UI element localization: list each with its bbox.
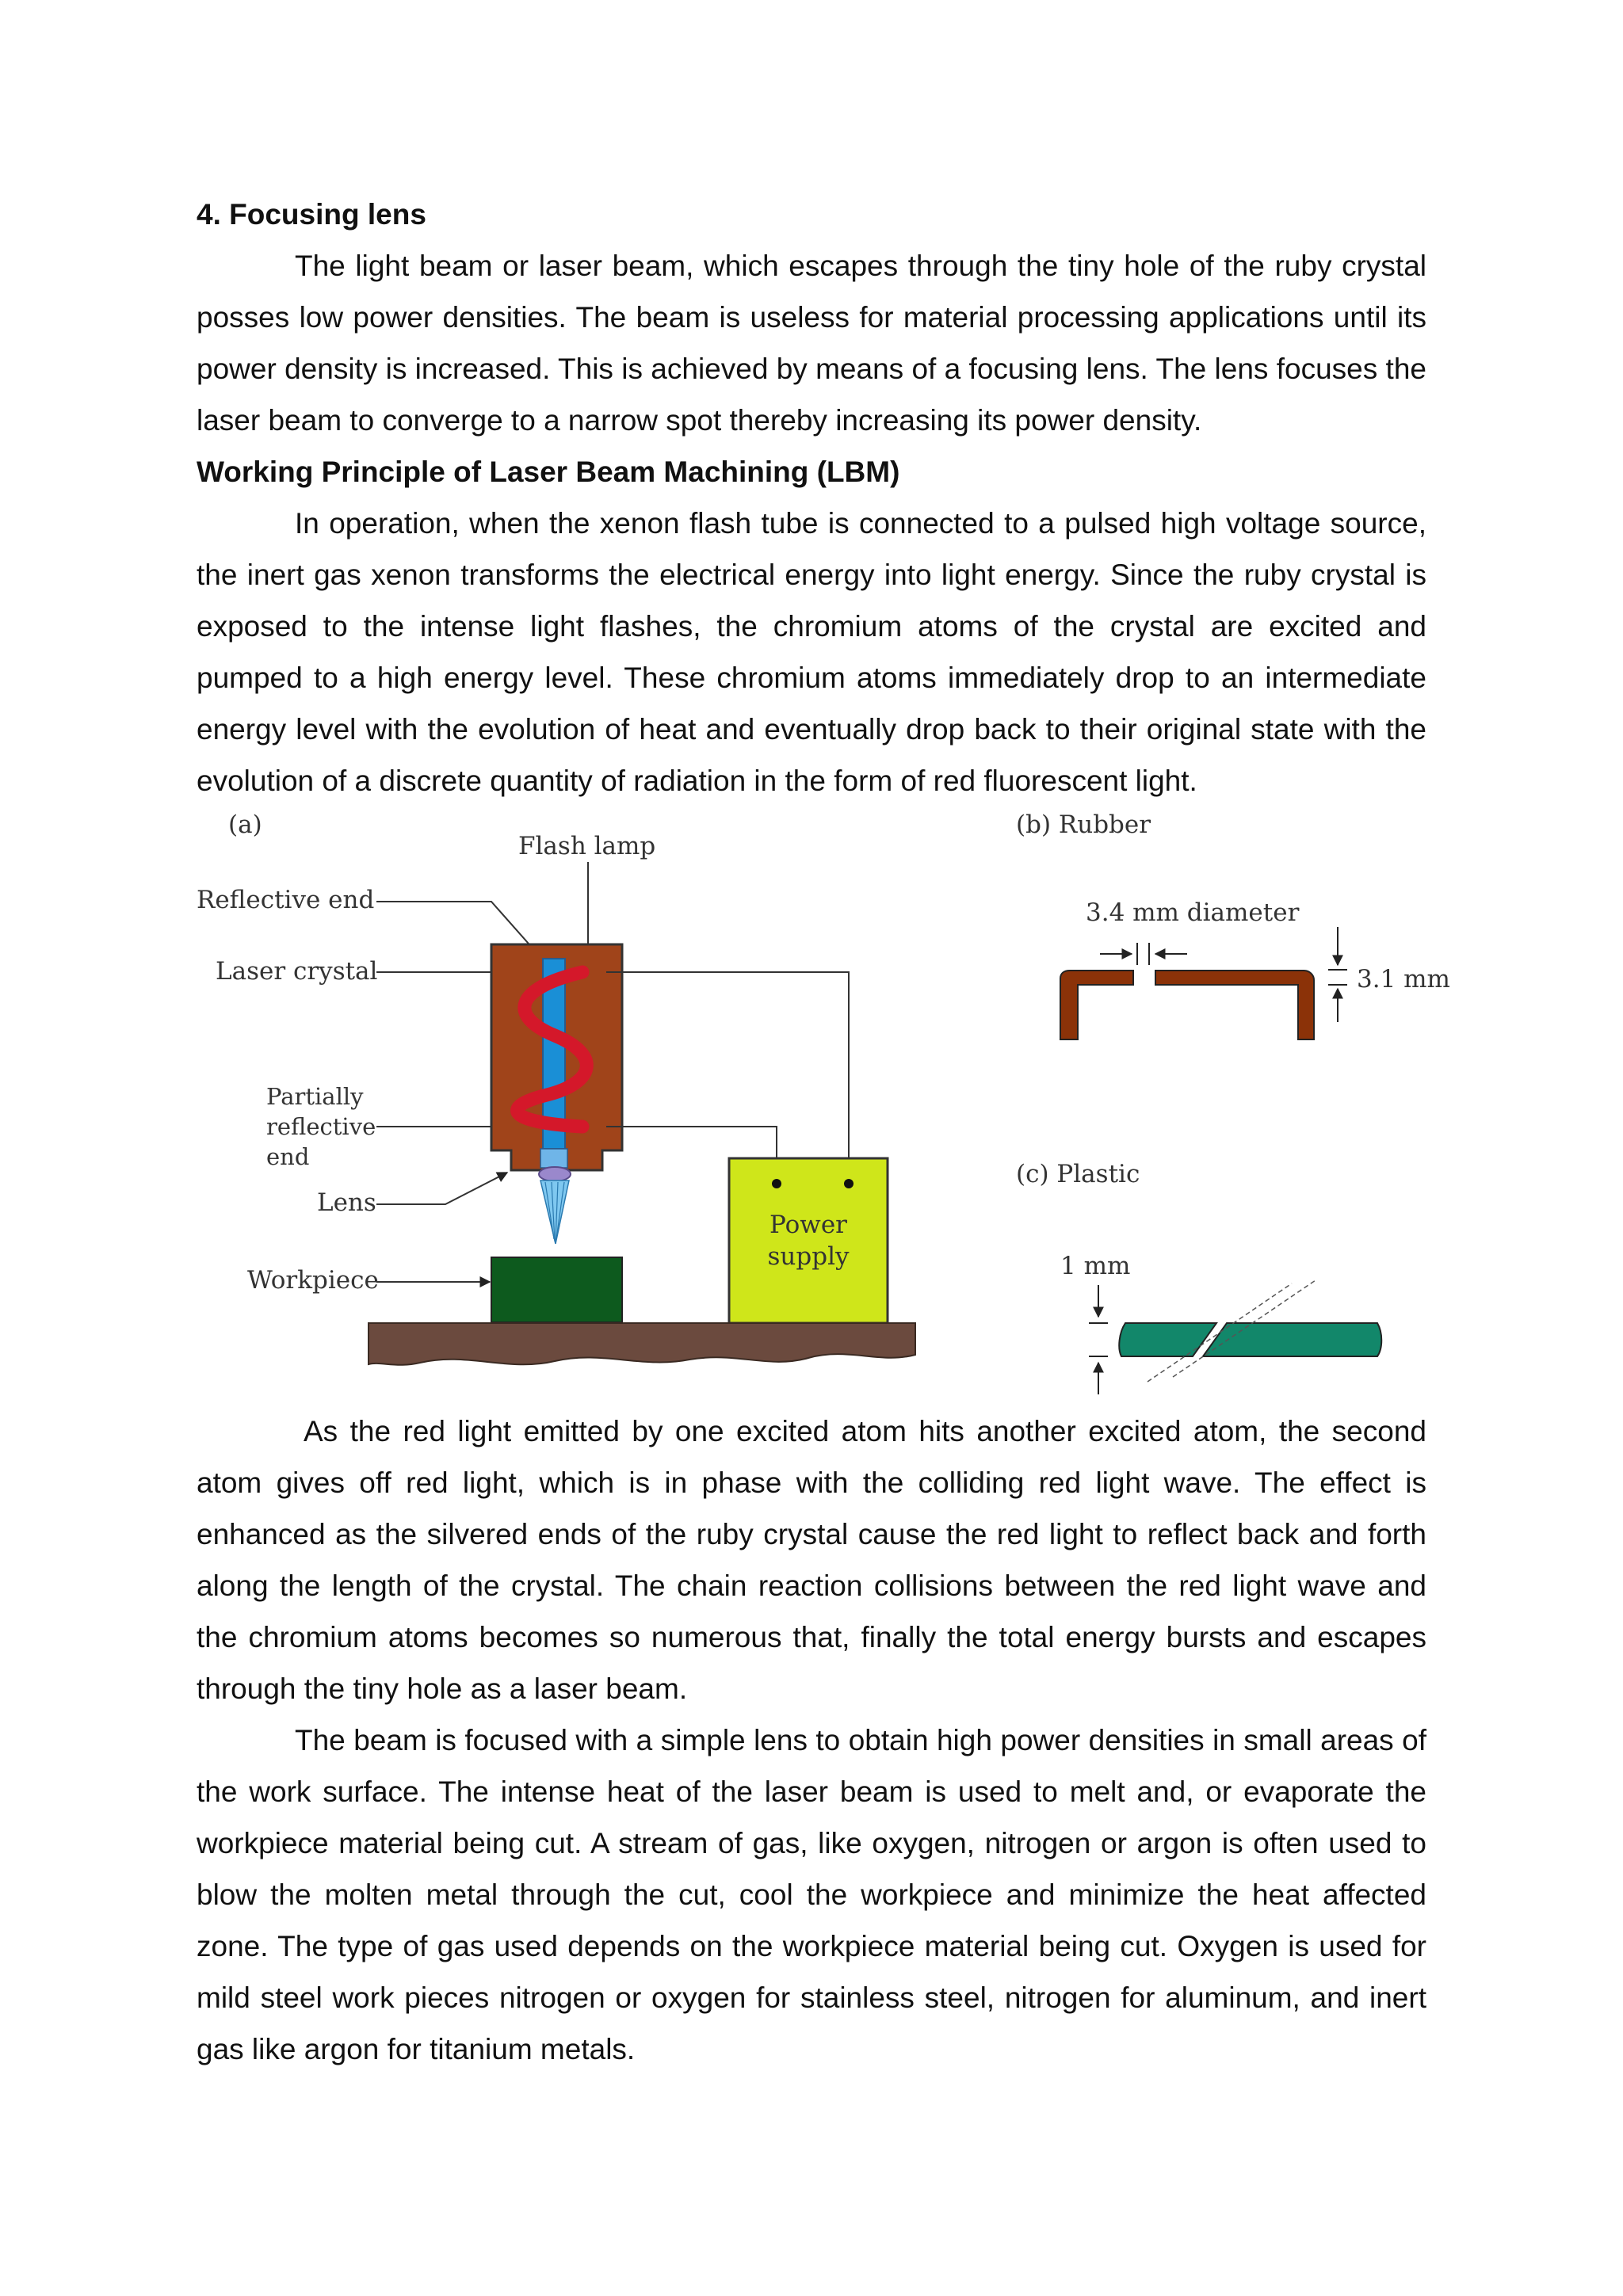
rubber-left [1060,971,1133,1039]
rubber-thickness-label: 3.1 mm [1357,965,1450,994]
partially-label-3: end [266,1143,310,1170]
section-continuation [197,1405,1426,2075]
section-heading: 4. Focusing lens [197,198,426,231]
flash-lamp-label: Flash lamp [518,832,656,860]
machine-base [369,1323,915,1365]
plastic-thickness-label: 1 mm [1060,1252,1131,1280]
panel-a-label: (a) [228,810,262,839]
paragraph: In operation, when the xenon flash tube is connected to a pulsed high voltage source, the inert gas xenon transforms the electrical energy into light energy. Since the ruby crystal is exposed to the intense light flashes, the chromium atoms of the crystal are excited and pumped to a high energy level. These chromium atoms immediately drop to an intermediate energy level with the evolution of heat and eventually drop back to their original state with the evolution of a discrete quantity of radiation in the form of red fluorescent light. [197,507,1426,797]
lens-label: Lens [317,1188,376,1217]
workpiece [491,1257,622,1322]
paragraph: As the red light emitted by one excited atom hits another excited atom, the second atom gives off red light, which is in phase with the colliding red light wave. The effect is enhanced as the silvered ends of the ruby crystal cause the red light to reflect back and forth along the length of the crystal. The chain reaction collisions between the red light wave and the chromium atoms becomes so numerous that, finally the total energy bursts and escapes through the tiny hole as a laser beam. [197,1415,1426,1705]
paragraph: The light beam or laser beam, which escapes through the tiny hole of the ruby crystal posses low power densities. The beam is useless for material processing applications until its power density is increased. This is achieved by means of a focusing lens. The lens focuses the laser beam to converge to a narrow spot thereby increasing its power density. [197,250,1426,437]
power-supply [729,1158,888,1323]
lbm-figure [182,810,1466,1412]
rubber-right [1155,971,1314,1039]
section-heading: Working Principle of Laser Beam Machining (LBM) [197,456,900,488]
lbm-diagram [182,810,1466,1412]
partially-label-1: Partially [266,1083,364,1110]
reflective-end-label: Reflective end [197,886,375,914]
paragraph: The beam is focused with a simple lens to obtain high power densities in small areas of the work surface. The intense heat of the laser beam is used to melt and, or evaporate the workpiece material being cut. A stream of gas, like oxygen, nitrogen or argon is often used to blow the molten metal through the cut, cool the workpiece and minimize the heat affected zone. The type of gas used depends on the workpiece material being cut. Oxygen is used for mild steel work pieces nitrogen or oxygen for stainless steel, nitrogen for aluminum, and inert gas like argon for titanium metals. [197,1724,1426,2065]
plastic-right [1203,1323,1381,1356]
plastic-left [1119,1323,1216,1356]
partially-label-2: reflective [266,1113,376,1140]
section-working-principle [197,446,1426,807]
laser-crystal-label: Laser crystal [216,957,378,986]
panel-b-label: (b) Rubber [1016,810,1151,839]
lens [539,1167,571,1181]
section-focusing-lens [197,189,1426,446]
power-label-1: Power [769,1211,847,1239]
workpiece-label: Workpiece [247,1266,379,1295]
panel-c-label: (c) Plastic [1016,1160,1140,1188]
diameter-label: 3.4 mm diameter [1086,898,1300,927]
power-label-2: supply [767,1242,850,1271]
